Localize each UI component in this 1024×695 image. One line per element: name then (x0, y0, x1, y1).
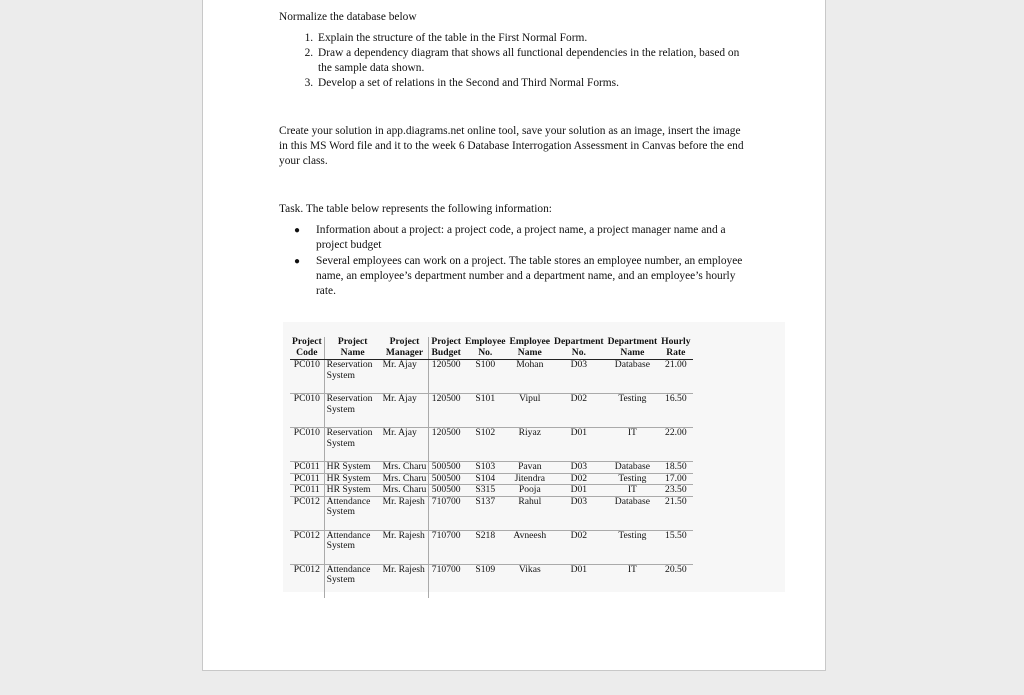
table-image (283, 322, 785, 592)
cell-project-name: Reservation System (324, 394, 381, 428)
cell-department-no: D03 (552, 496, 606, 530)
cell-employee-no: S103 (463, 462, 508, 474)
cell-employee-name: Rahul (508, 496, 553, 530)
cell-hourly-rate: 21.50 (659, 496, 692, 530)
cell-employee-name: Vikas (508, 564, 553, 598)
cell-project-manager: Mr. Ajay (381, 428, 429, 462)
cell-hourly-rate: 15.50 (659, 530, 692, 564)
cell-employee-name: Riyaz (508, 428, 553, 462)
document-page (202, 0, 826, 671)
cell-project-code: PC012 (290, 564, 324, 598)
cell-employee-no: S137 (463, 496, 508, 530)
table-header-row (290, 337, 693, 360)
cell-project-code: PC011 (290, 473, 324, 485)
question-item: 1. Explain the structure of the table in the First Normal Form. (316, 31, 749, 46)
cell-hourly-rate: 16.50 (659, 394, 692, 428)
cell-project-code: PC011 (290, 485, 324, 497)
cell-employee-no: S102 (463, 428, 508, 462)
cell-employee-name: Jitendra (508, 473, 553, 485)
cell-employee-no: S315 (463, 485, 508, 497)
cell-project-budget: 500500 (429, 462, 463, 474)
cell-employee-name: Pooja (508, 485, 553, 497)
cell-project-budget: 500500 (429, 485, 463, 497)
cell-project-manager: Mr. Ajay (381, 394, 429, 428)
column-header: Department Name (607, 336, 658, 358)
document-body (279, 10, 749, 300)
cell-employee-no: S100 (475, 359, 496, 370)
cell-hourly-rate: 22.00 (659, 428, 692, 462)
cell-project-code: PC010 (290, 394, 324, 428)
table-row (290, 394, 693, 428)
cell-department-no: D01 (552, 564, 606, 598)
table-row (290, 496, 693, 530)
bullet-text: Information about a project: a project code, a project name, a project manager name and a project budget (316, 224, 726, 251)
cell-project-name: HR System (324, 473, 381, 485)
cell-project-manager: Mr. Rajesh (381, 530, 429, 564)
cell-employee-no: S218 (463, 530, 508, 564)
cell-project-name: Attendance System (324, 564, 381, 598)
cell-hourly-rate: 20.50 (659, 564, 692, 598)
cell-project-name: HR System (324, 485, 381, 497)
cell-department-name: Database (606, 496, 660, 530)
cell-department-no: D02 (552, 473, 606, 485)
info-list (279, 223, 749, 299)
cell-department-name: IT (606, 564, 660, 598)
column-header: Department No. (554, 336, 604, 358)
cell-department-name: Testing (606, 394, 660, 428)
cell-project-code: PC012 (290, 496, 324, 530)
column-header: Hourly Rate (661, 336, 691, 358)
cell-hourly-rate: 17.00 (659, 473, 692, 485)
cell-project-name: Reservation System (326, 359, 373, 381)
cell-hourly-rate: 18.50 (659, 462, 692, 474)
cell-project-budget: 120500 (429, 394, 463, 428)
cell-employee-no: S104 (463, 473, 508, 485)
cell-department-no: D02 (552, 530, 606, 564)
cell-project-budget: 710700 (429, 564, 463, 598)
cell-project-name: Attendance System (324, 530, 381, 564)
cell-department-name: Database (614, 359, 650, 370)
bullet-icon: ● (294, 256, 301, 267)
table-row (290, 360, 693, 394)
column-header: Project Budget (429, 337, 463, 360)
column-header: Project Code (290, 337, 324, 360)
table-row (290, 428, 693, 462)
cell-department-name: IT (606, 428, 660, 462)
cell-project-name: Attendance System (324, 496, 381, 530)
cell-project-name: HR System (324, 462, 381, 474)
cell-project-name: Reservation System (324, 428, 381, 462)
cell-hourly-rate: 23.50 (659, 485, 692, 497)
cell-project-budget: 120500 (431, 359, 461, 370)
table-row (290, 473, 693, 485)
task-intro: Task. The table below represents the following information: (279, 203, 552, 215)
cell-department-no: D01 (552, 428, 606, 462)
cell-project-code: PC010 (290, 428, 324, 462)
cell-hourly-rate: 21.00 (665, 359, 687, 370)
question-item: 3. Develop a set of relations in the Second and Third Normal Forms. (316, 76, 749, 91)
project-employee-table (290, 337, 693, 598)
cell-employee-name: Avneesh (508, 530, 553, 564)
cell-department-name: Database (606, 462, 660, 474)
cell-project-budget: 710700 (429, 530, 463, 564)
cell-department-name: Testing (606, 473, 660, 485)
column-header: Employee No. (465, 336, 506, 358)
cell-department-no: D01 (552, 485, 606, 497)
cell-department-name: IT (606, 485, 660, 497)
column-header: Employee Name (509, 336, 551, 358)
cell-department-name: Testing (606, 530, 660, 564)
cell-department-no: D03 (570, 359, 588, 370)
bullet-text: Several employees can work on a project. The table stores an employee number, an employee name, an employee’s department number and a department name, and an employee’s hourly rate. (316, 255, 743, 297)
cell-project-manager: Mrs. Charu (381, 485, 429, 497)
question-item: 2. Draw a dependency diagram that shows all functional dependencies in the relation, based on the sample data shown. (316, 46, 749, 76)
cell-employee-name: Mohan (516, 359, 544, 370)
cell-project-budget: 710700 (429, 496, 463, 530)
instructions-paragraph: Create your solution in app.diagrams.net online tool, save your solution as an image, insert the image in this MS Word file and it to the week 6 Database Interrogation Assessment in Canvas before the end your class. (279, 125, 744, 167)
page-heading: Normalize the database below (279, 11, 417, 23)
cell-employee-name: Pavan (508, 462, 553, 474)
cell-project-manager: Mr. Ajay (381, 360, 429, 394)
cell-project-code: PC011 (290, 462, 324, 474)
bullet-item (294, 254, 749, 299)
cell-employee-name: Vipul (508, 394, 553, 428)
cell-department-no: D02 (552, 394, 606, 428)
cell-project-manager: Mr. Rajesh (381, 496, 429, 530)
cell-employee-no: S101 (463, 394, 508, 428)
questions-list (279, 31, 749, 91)
table-row (290, 564, 693, 598)
cell-project-code: PC010 (290, 360, 324, 394)
cell-department-no: D03 (552, 462, 606, 474)
cell-project-budget: 500500 (429, 473, 463, 485)
column-header: Project Name (324, 337, 381, 360)
cell-employee-no: S109 (463, 564, 508, 598)
table-row (290, 462, 693, 474)
table-row (290, 485, 693, 497)
cell-project-manager: Mrs. Charu (381, 473, 429, 485)
table-row (290, 530, 693, 564)
cell-project-manager: Mr. Rajesh (381, 564, 429, 598)
bullet-item (294, 223, 749, 253)
cell-project-budget: 120500 (429, 428, 463, 462)
column-header: Project Manager (381, 337, 429, 360)
cell-project-code: PC012 (290, 530, 324, 564)
bullet-icon: ● (294, 225, 301, 236)
cell-project-manager: Mrs. Charu (381, 462, 429, 474)
